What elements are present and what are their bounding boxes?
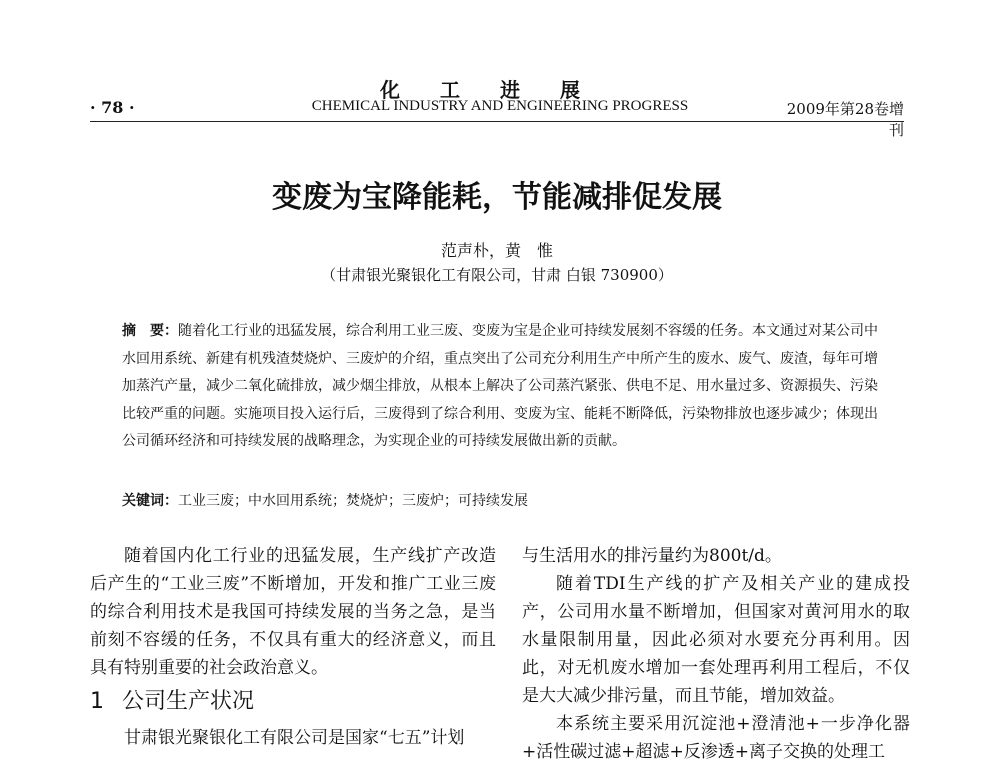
section-number: 1	[90, 689, 104, 714]
body-column-right	[522, 542, 910, 766]
journal-title-en: CHEMICAL INDUSTRY AND ENGINEERING PROGRESS	[311, 98, 689, 114]
section-heading	[90, 688, 496, 716]
body-paragraph: 本系统主要采用沉淀池+澄清池+一步净化器+活性碳过滤+超滤+反渗透+离子交换的处理工	[522, 714, 910, 762]
keywords	[122, 490, 878, 510]
body-paragraph: 与生活用水的排污量约为800t/d。	[522, 546, 782, 566]
article-title: 变废为宝降能耗，节能减排促发展	[272, 180, 722, 215]
abstract-text: 随着化工行业的迅猛发展，综合利用工业三废、变废为宝是企业可持续发展刻不容缓的任务。本文通过对某公司中水回用系统、新建有机残渣焚烧炉、三废炉的介绍，重点突出了公司充分利用生产中所产生的废水、废气、废渣，每年可增加蒸汽产量，减少二氧化硫排放，减少烟尘排放，从根本上解决了公司蒸汽紧张、供电不足、用水量过多、资源损失、污染比较严重的问题。实施项目投入运行后，三废得到了综合利用、变废为宝、能耗不断降低，污染物排放也逐步减少；体现出公司循环经济和可持续发展的战略理念，为实现企业的可持续发展做出新的贡献。	[122, 323, 878, 449]
header-rule	[90, 121, 904, 122]
article-affiliation: （甘肃银光聚银化工有限公司，甘肃 白银 730900）	[321, 266, 673, 284]
section-title: 公司生产状况	[122, 689, 255, 714]
body-paragraph: 随着国内化工行业的迅猛发展，生产线扩产改造后产生的“工业三废”不断增加，开发和推广工业三废的综合利用技术是我国可持续发展的当务之急，是当前刻不容缓的任务，不仅具有重大的经济意义，而且具有特别重要的社会政治意义。	[90, 546, 496, 678]
body-column-left	[90, 542, 496, 752]
body-paragraph: 随着TDI生产线的扩产及相关产业的建成投产，公司用水量不断增加，但国家对黄河用水的取水量限制用量，因此必须对水要充分再利用。因此，对无机废水增加一套处理再利用工程后，不仅是大大减少排污量，而且节能，增加效益。	[522, 574, 910, 706]
body-paragraph: 甘肃银光聚银化工有限公司是国家“七五”计划	[124, 728, 465, 748]
issue-info: 2009年第28卷增刊	[786, 100, 904, 139]
article-authors: 范声朴，黄 惟	[440, 241, 553, 260]
keywords-text: 工业三废；中水回用系统；焚烧炉；三废炉；可持续发展	[178, 493, 528, 509]
abstract	[122, 318, 878, 456]
journal-title-cn: 化工进展	[380, 78, 620, 102]
keywords-label: 关键词：	[122, 493, 178, 509]
abstract-label: 摘 要：	[122, 323, 178, 339]
page-number: · 78 ·	[90, 98, 135, 117]
